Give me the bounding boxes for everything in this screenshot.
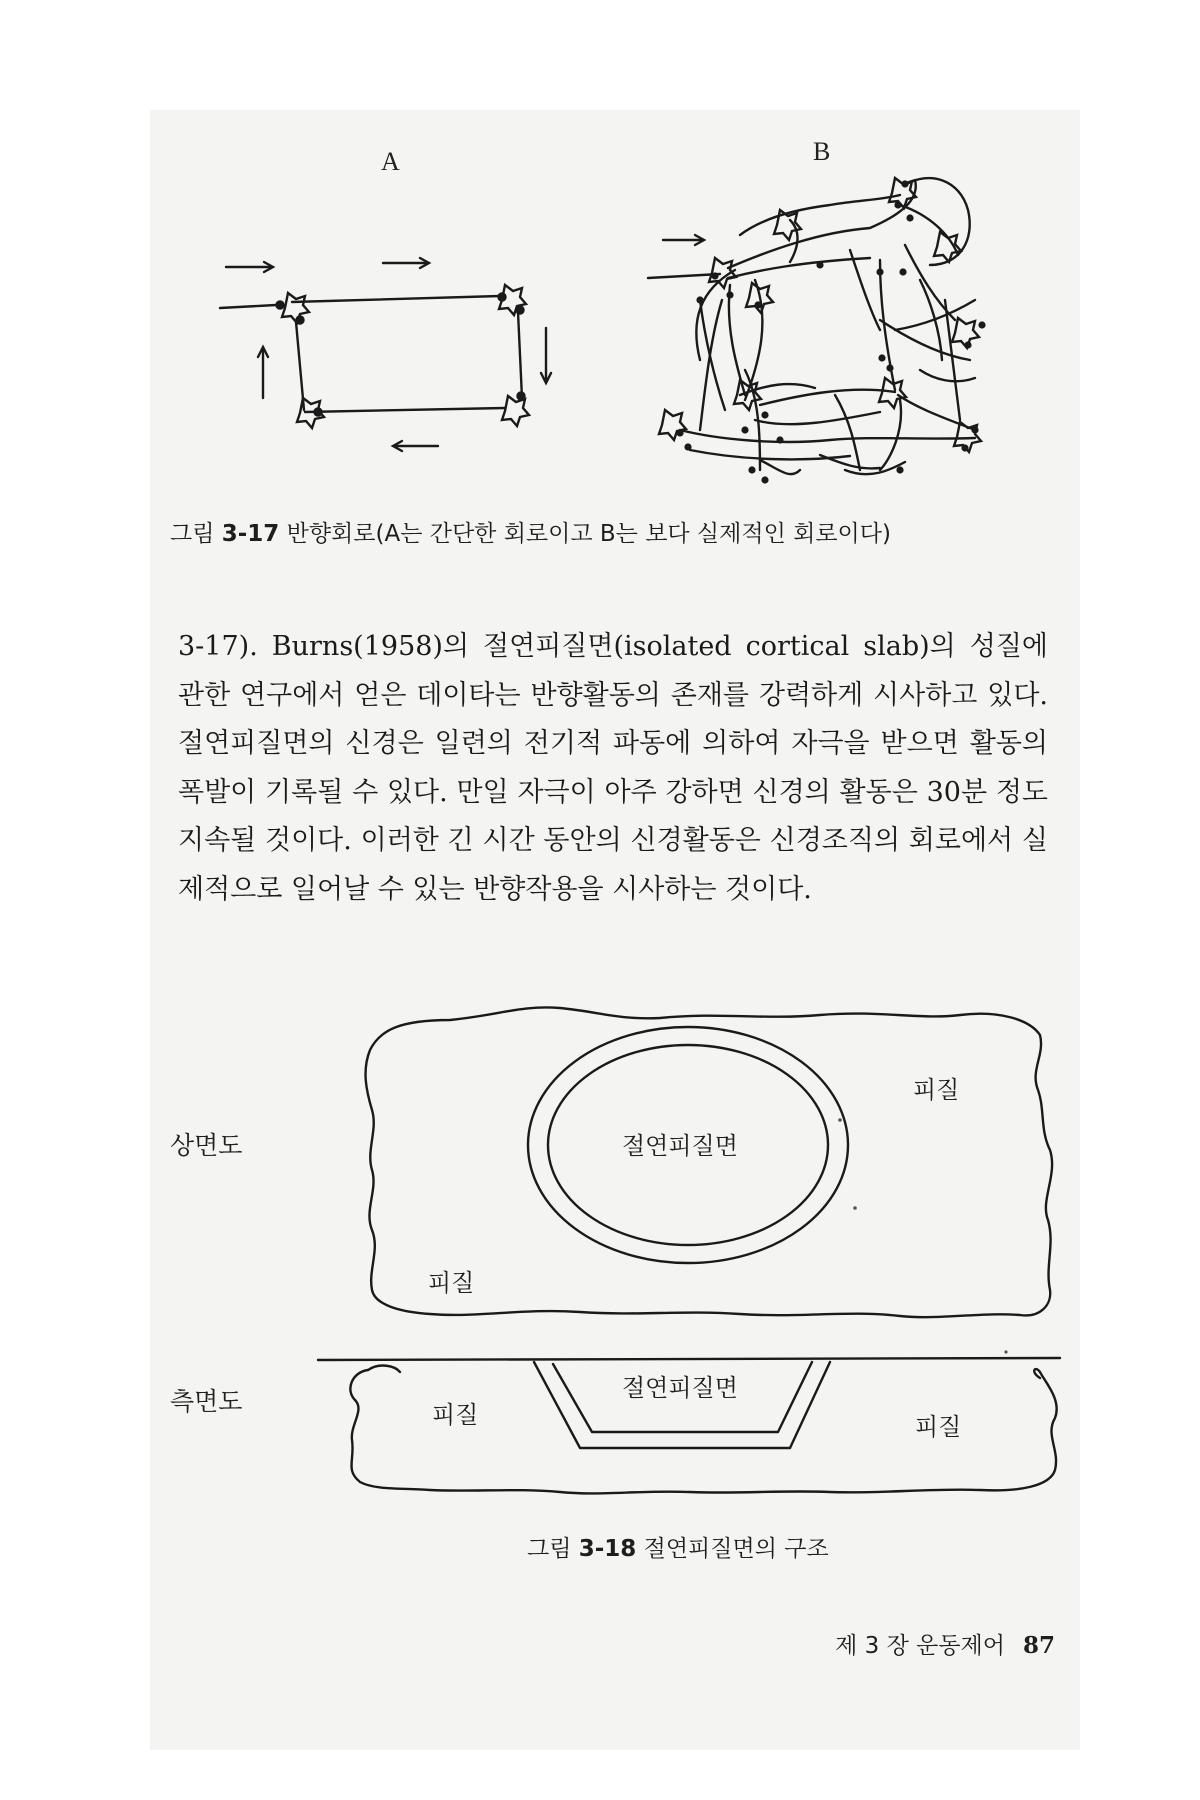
side-view-label: 측면도 <box>170 1387 243 1416</box>
cortex-label-top-right: 피질 <box>913 1076 960 1104</box>
caption-number: 3-17 <box>221 521 280 547</box>
top-view-label: 상면도 <box>170 1131 243 1160</box>
page-footer <box>835 1627 1055 1660</box>
chapter-title: 제 3 장 운동제어 <box>835 1633 1005 1659</box>
caption-prefix: 그림 <box>527 1536 579 1562</box>
cortex-label-side-left: 피질 <box>432 1401 479 1429</box>
figure-b-label: B <box>813 137 831 166</box>
page-number: 87 <box>1022 1632 1055 1659</box>
paragraph-text: 3-17). Burns(1958)의 절연피질면(isolated cortical slab)의 성질에 관한 연구에서 얻은 데이타는 반향활동의 존재를 강력하게 시사하고 있다. 절연피질면의 신경은 일련의 전기적 파동에 의하여 자극을 받으면 활동의 폭발이 기록될 수 있다. 만일 자극이 아주 강하면 신경의 활동은 30분 정도 지속될 것이다. 이러한 긴 시간 동안의 신경활동은 신경조직의 회로에서 실제적으로 일어날 수 있는 반향작용을 시사하는 것이다. <box>178 631 1048 905</box>
caption-text: 반향회로(A는 간단한 회로이고 B는 보다 실제적인 회로이다) <box>279 521 891 547</box>
caption-prefix: 그림 <box>170 521 222 547</box>
caption-number: 3-18 <box>578 1536 637 1562</box>
figure-a-label: A <box>381 147 400 176</box>
caption-text: 절연피질면의 구조 <box>636 1536 829 1562</box>
cortex-label-top-left: 피질 <box>428 1269 475 1297</box>
figure-3-18-caption <box>527 1530 829 1563</box>
slab-label-top: 절연피질면 <box>622 1132 738 1160</box>
slab-label-side: 절연피질면 <box>622 1374 738 1402</box>
cortex-label-side-right: 피질 <box>915 1413 962 1441</box>
